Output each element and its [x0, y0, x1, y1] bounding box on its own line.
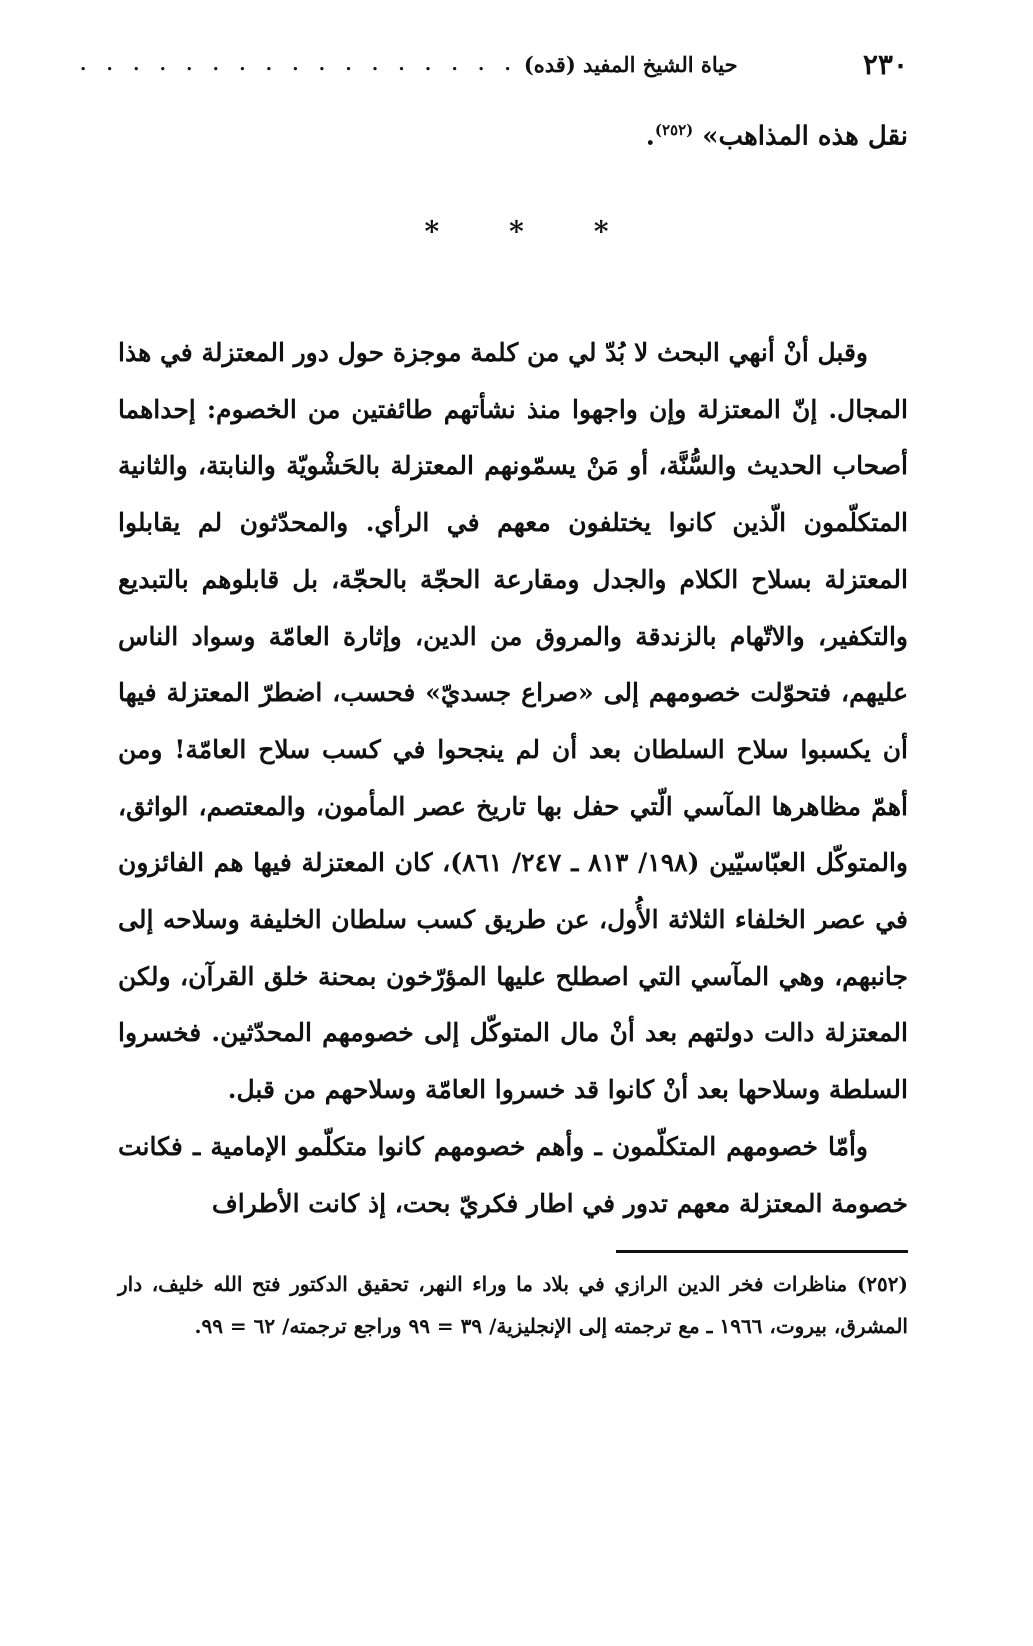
carryover-text: نقل هذه المذاهب»: [702, 121, 908, 152]
section-separator: [0, 215, 1033, 248]
running-title: حياة الشيخ المفيد (قده): [523, 51, 738, 77]
paragraph: وقبل أنْ أنهي البحث لا بُدّ لي من كلمة موجزة حول دور المعتزلة في هذا المجال. إنّ المعتزلة وإن واجهوا منذ نشأتهم طائفتين من الخصوم: إحداهما أصحاب الحديث والسُّنَّة، أو مَنْ يسمّونهم المعتزلة بالحَشْويّة والنابتة، والثانية المتكلّمون الّذين كانوا يختلفون معهم في الرأي. والمحدّثون لم يقابلوا المعتزلة بسلاح الكلام والجدل ومقارعة الحجّة بالحجّة، بل قابلوهم بالتبديع والتكفير، والاتّهام بالزندقة والمروق من الدين، وإثارة العامّة وسواد الناس عليهم، فتحوّلت خصومهم إلى «صراع جسديّ» فحسب، اضطرّ المعتزلة فيها أن يكسبوا سلاح السلطان بعد أن لم ينجحوا في كسب سلاح العامّة! ومن أهمّ مظاهرها المآسي الّتي حفل بها تاريخ عصر المأمون، والمعتصم، الواثق، والمتوكّل العبّاسيّين (١٩٨/ ٨١٣ ـ ٢٤٧/ ٨٦١)، كان المعتزلة فيها هم الفائزون في عصر الخلفاء الثلاثة الأُول، عن طريق كسب سلطان الخليفة وسلاحه إلى جانبهم، وهي المآسي التي اصطلح عليها المؤرّخون بمحنة خلق القرآن، ولكن المعتزلة دالت دولتهم بعد أنْ مال المتوكّل إلى خصومهم المحدّثين. فخسروا السلطة وسلاحها بعد أنْ كانوا قد خسروا العامّة وسلاحهم من قبل.: [118, 338, 908, 1105]
asterisk-mark: *: [424, 215, 440, 248]
running-head: [80, 44, 908, 84]
footnote-text: (٢٥٢) مناظرات فخر الدين الرازي في بلاد ما وراء النهر، تحقيق الدكتور فتح الله خليف، دار المشرق، بيروت، ١٩٦٦ ـ مع ترجمته إلى الإنجليزية/ ٣٩ = ٩٩ وراجع ترجمته/ ٦٢ = ٩٩.: [118, 1272, 908, 1338]
page-number: ٢٣٠: [862, 47, 908, 81]
carryover-period: .: [645, 121, 655, 152]
running-title-group: [80, 52, 738, 77]
main-text: [118, 325, 908, 1232]
footnote-divider: [616, 1250, 908, 1253]
footnote-ref[interactable]: (٢٥٢): [654, 121, 694, 139]
asterisk-mark: *: [509, 215, 524, 248]
footnote: [118, 1263, 908, 1347]
paragraph: وأمّا خصومهم المتكلّمون ـ وأهم خصومهم كانوا متكلّمو الإمامية ـ فكانت خصومة المعتزلة معهم تدور في اطار فكريّ بحت، إذ كانت الأطراف: [118, 1131, 908, 1218]
carryover-line: [646, 108, 908, 159]
leader-dots: . . . . . . . . . . . . . . . . .: [80, 53, 518, 75]
asterisk-mark: *: [593, 215, 609, 248]
